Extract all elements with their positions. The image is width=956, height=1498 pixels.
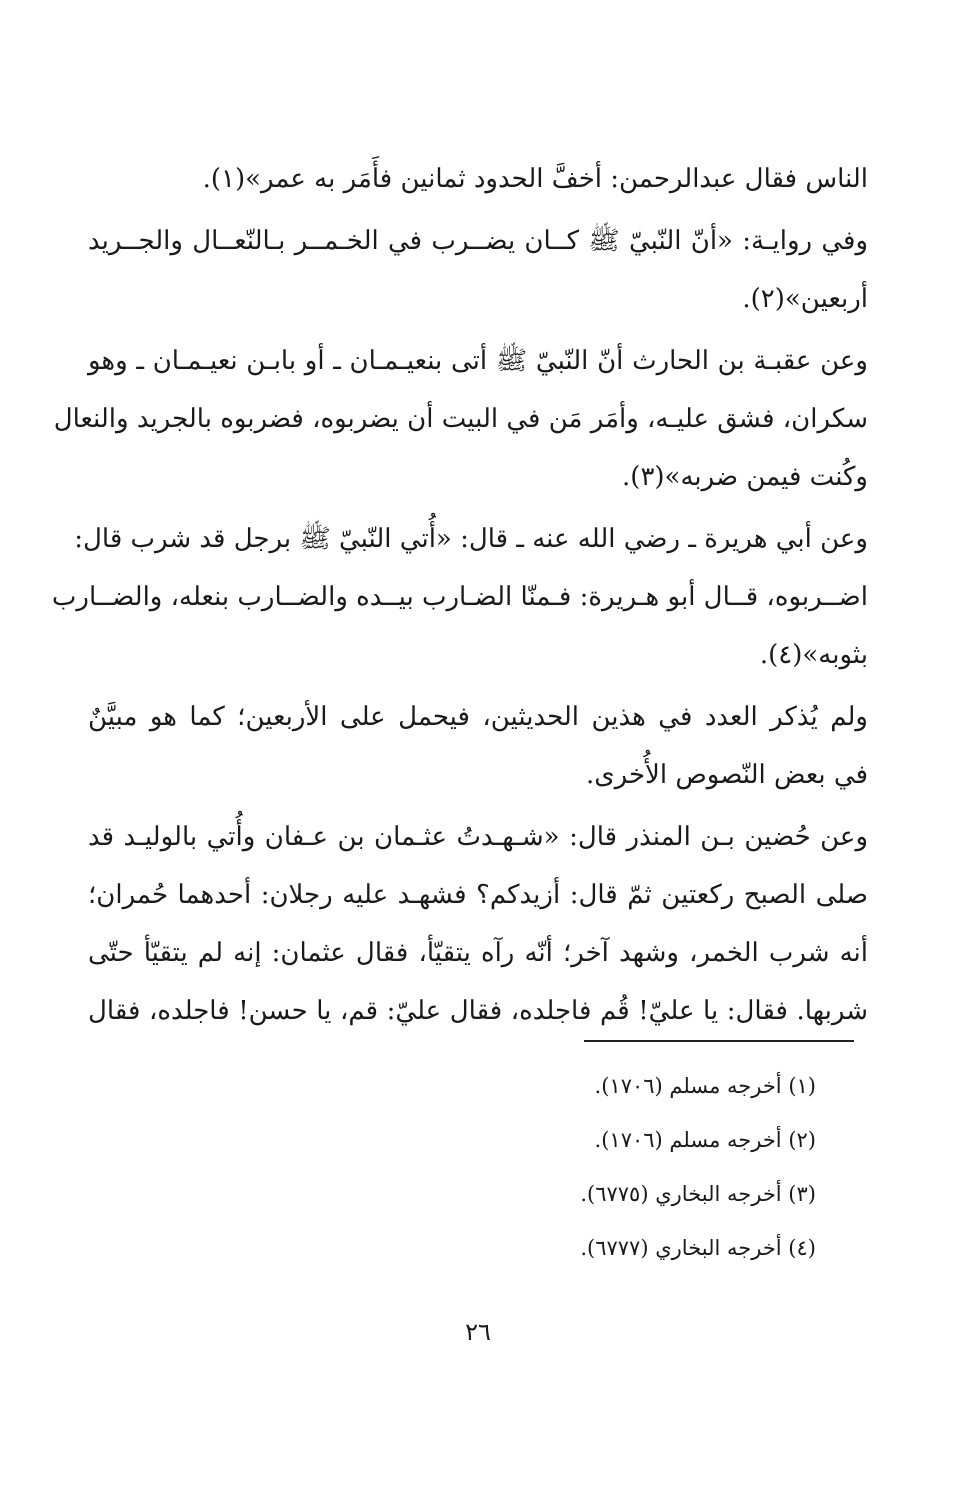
paragraph-4 (51, 510, 868, 684)
text-line: سكران، فشق عليـه، وأمَر مَن في البيت أن يضربوه، فضربوه بالجريد والنعال (53, 404, 868, 434)
text-line: وفي روايـة: «أنّ النّبيّ ﷺ كــان يضــرب في الخـمــر بـالنّعــال والجــريد (88, 226, 868, 256)
paragraph-5 (88, 688, 868, 804)
footnote-4: (٤) أخرجه البخاري (٦٧٧٧). (580, 1236, 816, 1260)
main-text (51, 150, 868, 1044)
text-line: وعن أبي هريرة ـ رضي الله عنه ـ قال: «أُتي النّبيّ ﷺ برجل قد شرب قال: (74, 524, 868, 554)
text-line: الناس فقال عبدالرحمن: أخفَّ الحدود ثمانين فأَمَر به عمر»(١). (202, 164, 868, 194)
paragraph-2 (88, 212, 868, 328)
text-line: في بعض النّصوص الأُخرى. (585, 760, 868, 790)
text-line: بثوبه»(٤). (759, 640, 868, 670)
page-number: ٢٦ (465, 1318, 491, 1346)
footnote-1: (١) أخرجه مسلم (١٧٠٦). (594, 1074, 816, 1098)
text-line: صلى الصبح ركعتين ثمّ قال: أزيدكم؟ فشهـد عليه رجلان: أحدهما حُمران؛ (88, 880, 868, 910)
footnotes (580, 1066, 816, 1282)
text-line: وكُنت فيمن ضربه»(٣). (622, 462, 868, 492)
text-line: أنه شرب الخمر، وشهد آخر؛ أنّه رآه يتقيّأ، فقال عثمان: إنه لم يتقيّأ حتّى (88, 938, 868, 968)
footnote-separator (584, 1040, 854, 1042)
footnote-3: (٣) أخرجه البخاري (٦٧٧٥). (580, 1182, 816, 1206)
paragraph-6 (88, 808, 868, 1040)
text-line: ولم يُذكر العدد في هذين الحديثين، فيحمل على الأربعين؛ كما هو مبيَّنٌ (88, 702, 868, 732)
text-line: وعن حُضين بـن المنذر قال: «شـهـدتُ عثـمان بن عـفان وأُتي بالوليـد قد (88, 822, 868, 852)
text-line: شربها. فقال: يا عليّ! قُم فاجلده، فقال عليّ: قم، يا حسن! فاجلده، فقال (88, 996, 868, 1026)
footnote-2: (٢) أخرجه مسلم (١٧٠٦). (594, 1128, 816, 1152)
text-line: أربعين»(٢). (742, 284, 868, 314)
paragraph-3 (53, 332, 868, 506)
text-line: وعن عقبـة بن الحارث أنّ النّبيّ ﷺ أتى بنعيـمـان ـ أو بابـن نعيـمـان ـ وهو (88, 346, 868, 376)
text-line: اضــربوه، قــال أبو هـريرة: فـمنّا الضـارب بيــده والضــارب بنعله، والضــارب (51, 582, 868, 612)
paragraph-1 (88, 150, 868, 208)
